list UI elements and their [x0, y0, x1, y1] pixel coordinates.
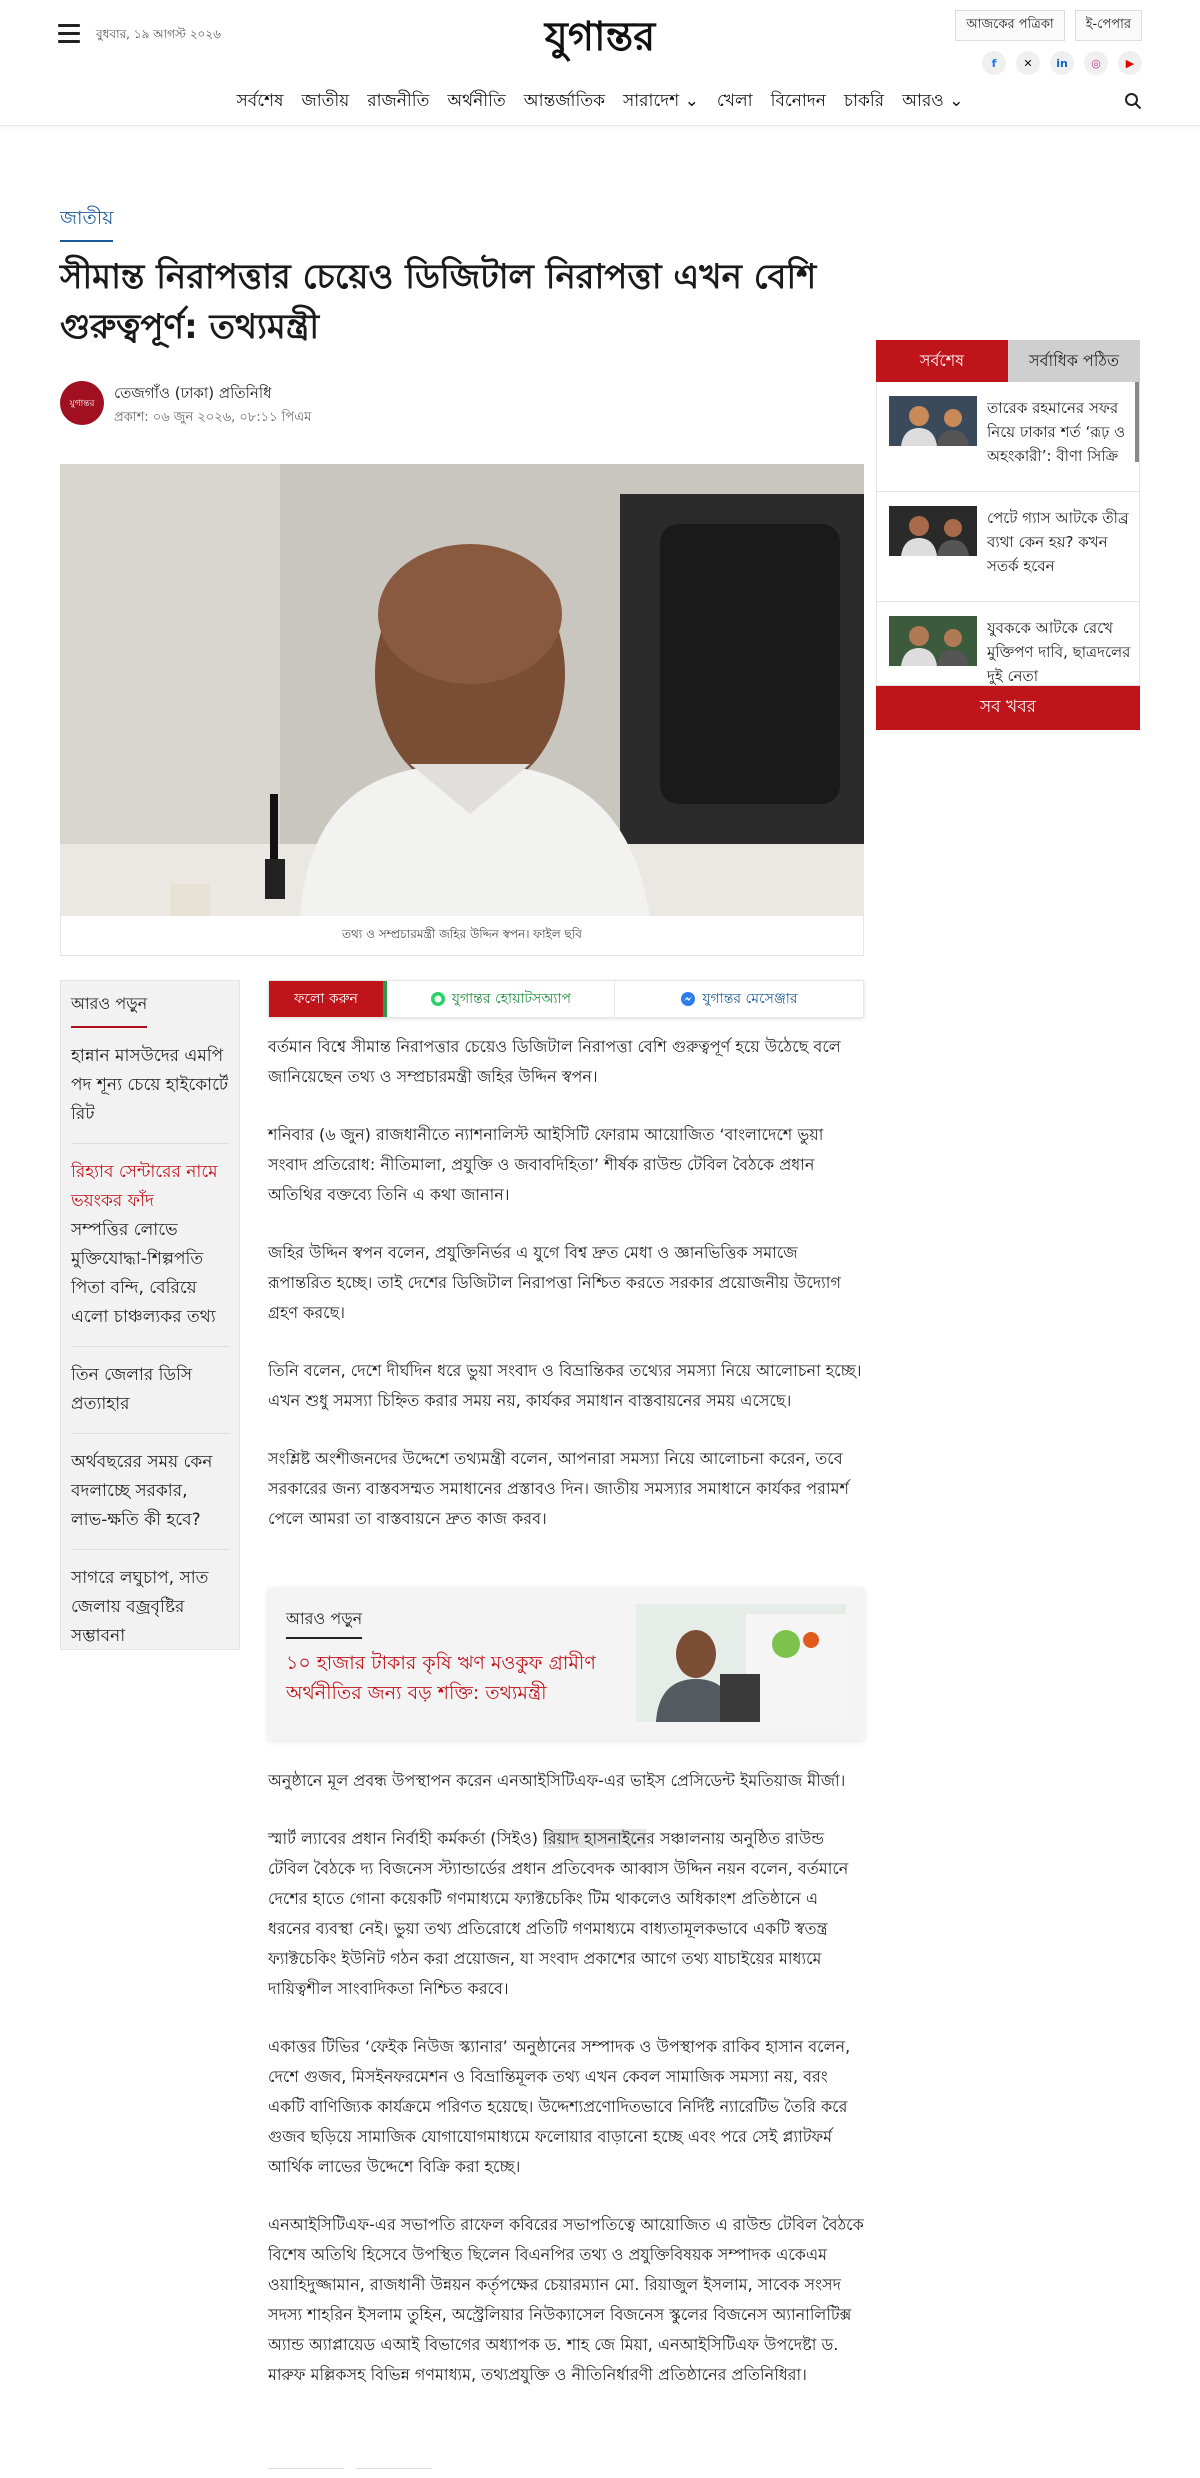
nav-item[interactable]: রাজনীতি — [367, 91, 430, 111]
nav-item[interactable]: আরও ⌄ — [902, 91, 964, 111]
read-more-item-highlight: রিহ্যাব সেন্টারের নামে ভয়ংকর ফাঁদ — [71, 1162, 218, 1211]
read-more-item[interactable] — [71, 1361, 229, 1434]
news-thumbnail — [889, 616, 977, 666]
article-headline: সীমান্ত নিরাপত্তার চেয়েও ডিজিটাল নিরাপত্তা এখন বেশি গুরুত্বপূর্ণ: তথ্যমন্ত্রী — [60, 257, 817, 347]
x-icon[interactable]: ✕ — [1016, 51, 1040, 75]
hero-image — [60, 464, 864, 916]
read-more-item[interactable] — [71, 1448, 229, 1550]
author-name: তেজগাঁও (ঢাকা) প্রতিনিধি — [114, 384, 272, 402]
tag-placeholder — [356, 2468, 432, 2478]
nav-item[interactable]: জাতীয় — [301, 91, 350, 111]
article-body-continued — [268, 1766, 864, 2418]
category-link[interactable]: জাতীয় — [60, 204, 113, 242]
inline-read-more[interactable] — [268, 1588, 864, 1740]
bottom-tags — [268, 2468, 432, 2478]
sidebar-news-item[interactable] — [877, 382, 1139, 492]
site-header — [0, 0, 1200, 126]
paragraph: বর্তমান বিশ্বে সীমান্ত নিরাপত্তার চেয়েও ডিজিটাল নিরাপত্তা বেশি গুরুত্বপূর্ণ হয়ে উঠেছে বলে জানিয়েছেন তথ্য ও সম্প্রচারমন্ত্রী জহির উদ্দিন স্বপন। — [268, 1037, 841, 1086]
read-more-item-text: হান্নান মাসউদের এমপি পদ শূন্য চেয়ে হাইকোর্টে রিট — [71, 1046, 229, 1124]
read-more-item-text: অর্থবছরের সময় কেন বদলাচ্ছে সরকার, লাভ-ক্ষতি কী হবে? — [71, 1452, 213, 1530]
read-more-title: আরও পড়ুন — [71, 991, 147, 1028]
read-more-item[interactable] — [71, 1158, 229, 1347]
paragraph-text: র সঞ্চালনায় অনুষ্ঠিত রাউন্ড টেবিল বৈঠকে দ্য বিজনেস স্ট্যান্ডার্ডের প্রধান প্রতিবেদক আব্বাস উদ্দিন নয়ন বলেন, বর্তমানে দেশের হাতে গোনা কয়েকটি গণমাধ্যমে ফ্যাক্টচেকিং টিম থাকলেও অধিকাংশ প্রতিষ্ঠানে এ ধরনের ব্যবস্থা নেই। ভুয়া তথ্য প্রতিরোধে প্রতিটি গণমাধ্যমে বাধ্যতামূলকভাবে একটি স্বতন্ত্র ফ্যাক্টচেকিং ইউনিট গঠন করা প্রয়োজন, যা সংবাদ প্রকাশের আগে তথ্য যাচাইয়ের মাধ্যমে দায়িত্বশীল সাংবাদিকতা নিশ্চিত করবে। — [268, 1829, 849, 1998]
sidebar-tabs — [876, 340, 1140, 382]
nav-item[interactable]: সারাদেশ ⌄ — [622, 91, 699, 111]
linkedin-icon[interactable]: in — [1050, 51, 1074, 75]
nav-item[interactable]: খেলা — [716, 91, 753, 111]
main-nav — [0, 88, 1200, 116]
paragraph: একাত্তর টিভির ‘ফেইক নিউজ স্ক্যানার’ অনুষ্ঠানের সম্পাদক ও উপস্থাপক রাকিব হাসান বলেন, দেশে গুজব, মিসইনফরমেশন ও বিভ্রান্তিমূলক তথ্য এখন কেবল সামাজিক সমস্যা নয়, বরং একটি বাণিজ্যিক কার্যক্রমে পরিণত হয়েছে। উদ্দেশ্যপ্রণোদিতভাবে নির্দিষ্ট ন্যারেটিভ তৈরি করে গুজব ছড়িয়ে সামাজিক যোগাযোগমাধ্যমে ফলোয়ার বাড়ানো হচ্ছে এবং পরে সেই প্ল্যাটফর্ম আর্থিক লাভের উদ্দেশে বিক্রি করা হচ্ছে। — [268, 2037, 851, 2176]
logo-text: যুগান্তর — [544, 13, 656, 60]
search-icon[interactable] — [1124, 92, 1142, 110]
top-links — [955, 10, 1142, 41]
nav-item[interactable]: সর্বশেষ — [236, 91, 284, 111]
read-more-item-text: সাগরে লঘুচাপ, সাত জেলায় বজ্রবৃষ্টির সম্ভাবনা — [71, 1568, 209, 1646]
youtube-icon[interactable]: ▶ — [1118, 51, 1142, 75]
whatsapp-label: যুগান্তর হোয়াটসঅ্যাপ — [451, 991, 572, 1007]
article-body — [268, 1032, 864, 1562]
nav-item[interactable]: চাকরি — [843, 91, 885, 111]
nav-item[interactable]: বিনোদন — [770, 91, 826, 111]
all-news-button[interactable]: সব খবর — [876, 686, 1140, 730]
inline-read-more-label: আরও পড়ুন — [286, 1606, 362, 1639]
paragraph: শনিবার (৬ জুন) রাজধানীতে ন্যাশনালিস্ট আইসিটি ফোরাম আয়োজিত ‘বাংলাদেশে ভুয়া সংবাদ প্রতিরোধ: নীতিমালা, প্রযুক্তি ও জবাবদিহিতা’ শীর্ষক রাউন্ড টেবিল বৈঠকে প্রধান অতিথির বক্তব্যে তিনি এ কথা জানান। — [268, 1125, 824, 1204]
scrollbar-thumb[interactable] — [1135, 382, 1139, 462]
messenger-button[interactable] — [615, 981, 863, 1017]
site-logo[interactable] — [495, 8, 705, 62]
inline-photo-illustration — [636, 1604, 846, 1722]
news-headline: যুবককে আটকে রেখে মুক্তিপণ দাবি, ছাত্রদলের দুই নেতা — [987, 619, 1131, 685]
whatsapp-icon — [430, 991, 446, 1007]
tab-latest[interactable]: সর্বশেষ — [876, 340, 1008, 382]
paragraph — [268, 1824, 864, 2004]
read-more-item[interactable] — [71, 1042, 229, 1144]
hamburger-menu-icon[interactable] — [58, 24, 80, 44]
sidebar-news-list[interactable] — [876, 382, 1140, 686]
tab-most-read[interactable]: সর্বাধিক পঠিত — [1008, 340, 1140, 382]
paragraph-text: স্মার্ট ল্যাবের প্রধান নির্বাহী কর্মকর্তা (সিইও) — [268, 1829, 544, 1848]
read-more-item[interactable] — [71, 1564, 229, 1665]
messenger-label: যুগান্তর মেসেঞ্জার — [702, 991, 798, 1007]
hero-photo-illustration — [60, 464, 864, 916]
read-more-item-text: তিন জেলার ডিসি প্রত্যাহার — [71, 1365, 193, 1414]
social-links — [982, 51, 1142, 75]
news-headline: তারেক রহমানের সফর নিয়ে ঢাকার শর্ত ‘রূঢ় ও অহংকারী’: বীণা সিক্রি — [987, 399, 1126, 465]
epaper-link[interactable]: ই-পেপার — [1075, 10, 1142, 41]
follow-button[interactable]: ফলো করুন — [269, 981, 387, 1017]
news-thumbnail — [889, 506, 977, 556]
nav-item[interactable]: আন্তর্জাতিক — [523, 91, 605, 111]
read-more-list — [71, 1042, 229, 1665]
author-avatar: যুগান্তর — [60, 381, 104, 425]
paragraph: সংশ্লিষ্ট অংশীজনদের উদ্দেশে তথ্যমন্ত্রী বলেন, আপনারা সমস্যা নিয়ে আলোচনা করেন, তবে সরকারের জন্য বাস্তবসম্মত সমাধানের প্রস্তাবও দিন। জাতীয় সমস্যার সমাধানে কার্যকর পরামর্শ পেলে আমরা তা বাস্তবায়নে দ্রুত কাজ করব। — [268, 1449, 849, 1528]
image-caption: তথ্য ও সম্প্রচারমন্ত্রী জহির উদ্দিন স্বপন। ফাইল ছবি — [60, 916, 864, 956]
tag-placeholder — [268, 2468, 344, 2478]
news-thumbnail — [889, 396, 977, 446]
paragraph: জহির উদ্দিন স্বপন বলেন, প্রযুক্তিনির্ভর এ যুগে বিশ্ব দ্রুত মেধা ও জ্ঞানভিত্তিক সমাজে রূপান্তরিত হচ্ছে। তাই দেশের ডিজিটাল নিরাপত্তা নিশ্চিত করতে সরকার প্রয়োজনীয় উদ্যোগ গ্রহণ করছে। — [268, 1243, 841, 1322]
whatsapp-button[interactable] — [387, 981, 615, 1017]
paragraph: এনআইসিটিএফ-এর সভাপতি রাফেল কবিরের সভাপতিত্বে আয়োজিত এ রাউন্ড টেবিল বৈঠকে বিশেষ অতিথি হিসেবে উপস্থিত ছিলেন বিএনপির তথ্য ও প্রযুক্তিবিষয়ক সম্পাদক একেএম ওয়াহিদুজ্জামান, রাজধানী উন্নয়ন কর্তৃপক্ষের চেয়ারম্যান মো. রিয়াজুল ইসলাম, সাবেক সংসদ সদস্য শাহরিন ইসলাম তুহিন, অস্ট্রেলিয়ার নিউক্যাসেল বিজনেস স্কুলের বিজনেস অ্যানালিটিক্স অ্যান্ড অ্যাপ্লায়েড এআই বিভাগের অধ্যাপক ড. শাহ জে মিয়া, এনআইসিটিএফ উপদেষ্টা ড. মারুফ মল্লিকসহ বিভিন্ন গণমাধ্যম, তথ্যপ্রযুক্তি ও নীতিনির্ধারণী প্রতিষ্ঠানের প্রতিনিধিরা। — [268, 2215, 864, 2384]
highlighted-text: রিয়াদ হাসনাইনে — [543, 1829, 647, 1848]
read-more-item-text: সম্পত্তির লোভে মুক্তিযোদ্ধা-শিল্পপতি পিতা বন্দি, বেরিয়ে এলো চাঞ্চল্যকর তথ্য — [71, 1220, 216, 1327]
paragraph: তিনি বলেন, দেশে দীর্ঘদিন ধরে ভুয়া সংবাদ ও বিভ্রান্তিকর তথ্যের সমস্যা নিয়ে আলোচনা হচ্ছে। এখন শুধু সমস্যা চিহ্নিত করার সময় নয়, কার্যকর সমাধান বাস্তবায়নের সময় এসেছে। — [268, 1361, 862, 1410]
messenger-icon — [680, 991, 696, 1007]
published-time: প্রকাশ: ০৬ জুন ২০২৬, ০৮:১১ পিএম — [114, 410, 312, 425]
instagram-icon[interactable]: ◎ — [1084, 51, 1108, 75]
todays-paper-link[interactable]: আজকের পত্রিকা — [955, 10, 1064, 41]
paragraph: অনুষ্ঠানে মূল প্রবন্ধ উপস্থাপন করেন এনআইসিটিএফ-এর ভাইস প্রেসিডেন্ট ইমতিয়াজ মীর্জা। — [268, 1771, 846, 1790]
news-headline: পেটে গ্যাস আটকে তীব্র ব্যথা কেন হয়? কখন সতর্ক হবেন — [987, 509, 1129, 575]
facebook-icon[interactable]: f — [982, 51, 1006, 75]
sidebar-news-item[interactable] — [877, 602, 1139, 686]
read-more-box — [60, 980, 240, 1650]
inline-read-more-title[interactable]: ১০ হাজার টাকার কৃষি ঋণ মওকুফ গ্রামীণ অর্থনীতির জন্য বড় শক্তি: তথ্যমন্ত্রী — [286, 1652, 596, 1704]
nav-item[interactable]: অর্থনীতি — [447, 91, 506, 111]
header-date: বুধবার, ১৯ আগস্ট ২০২৬ — [96, 27, 221, 41]
follow-bar — [268, 980, 864, 1018]
sidebar-news-item[interactable] — [877, 492, 1139, 602]
inline-read-more-image — [636, 1604, 846, 1722]
latest-news-sidebar — [876, 340, 1140, 736]
